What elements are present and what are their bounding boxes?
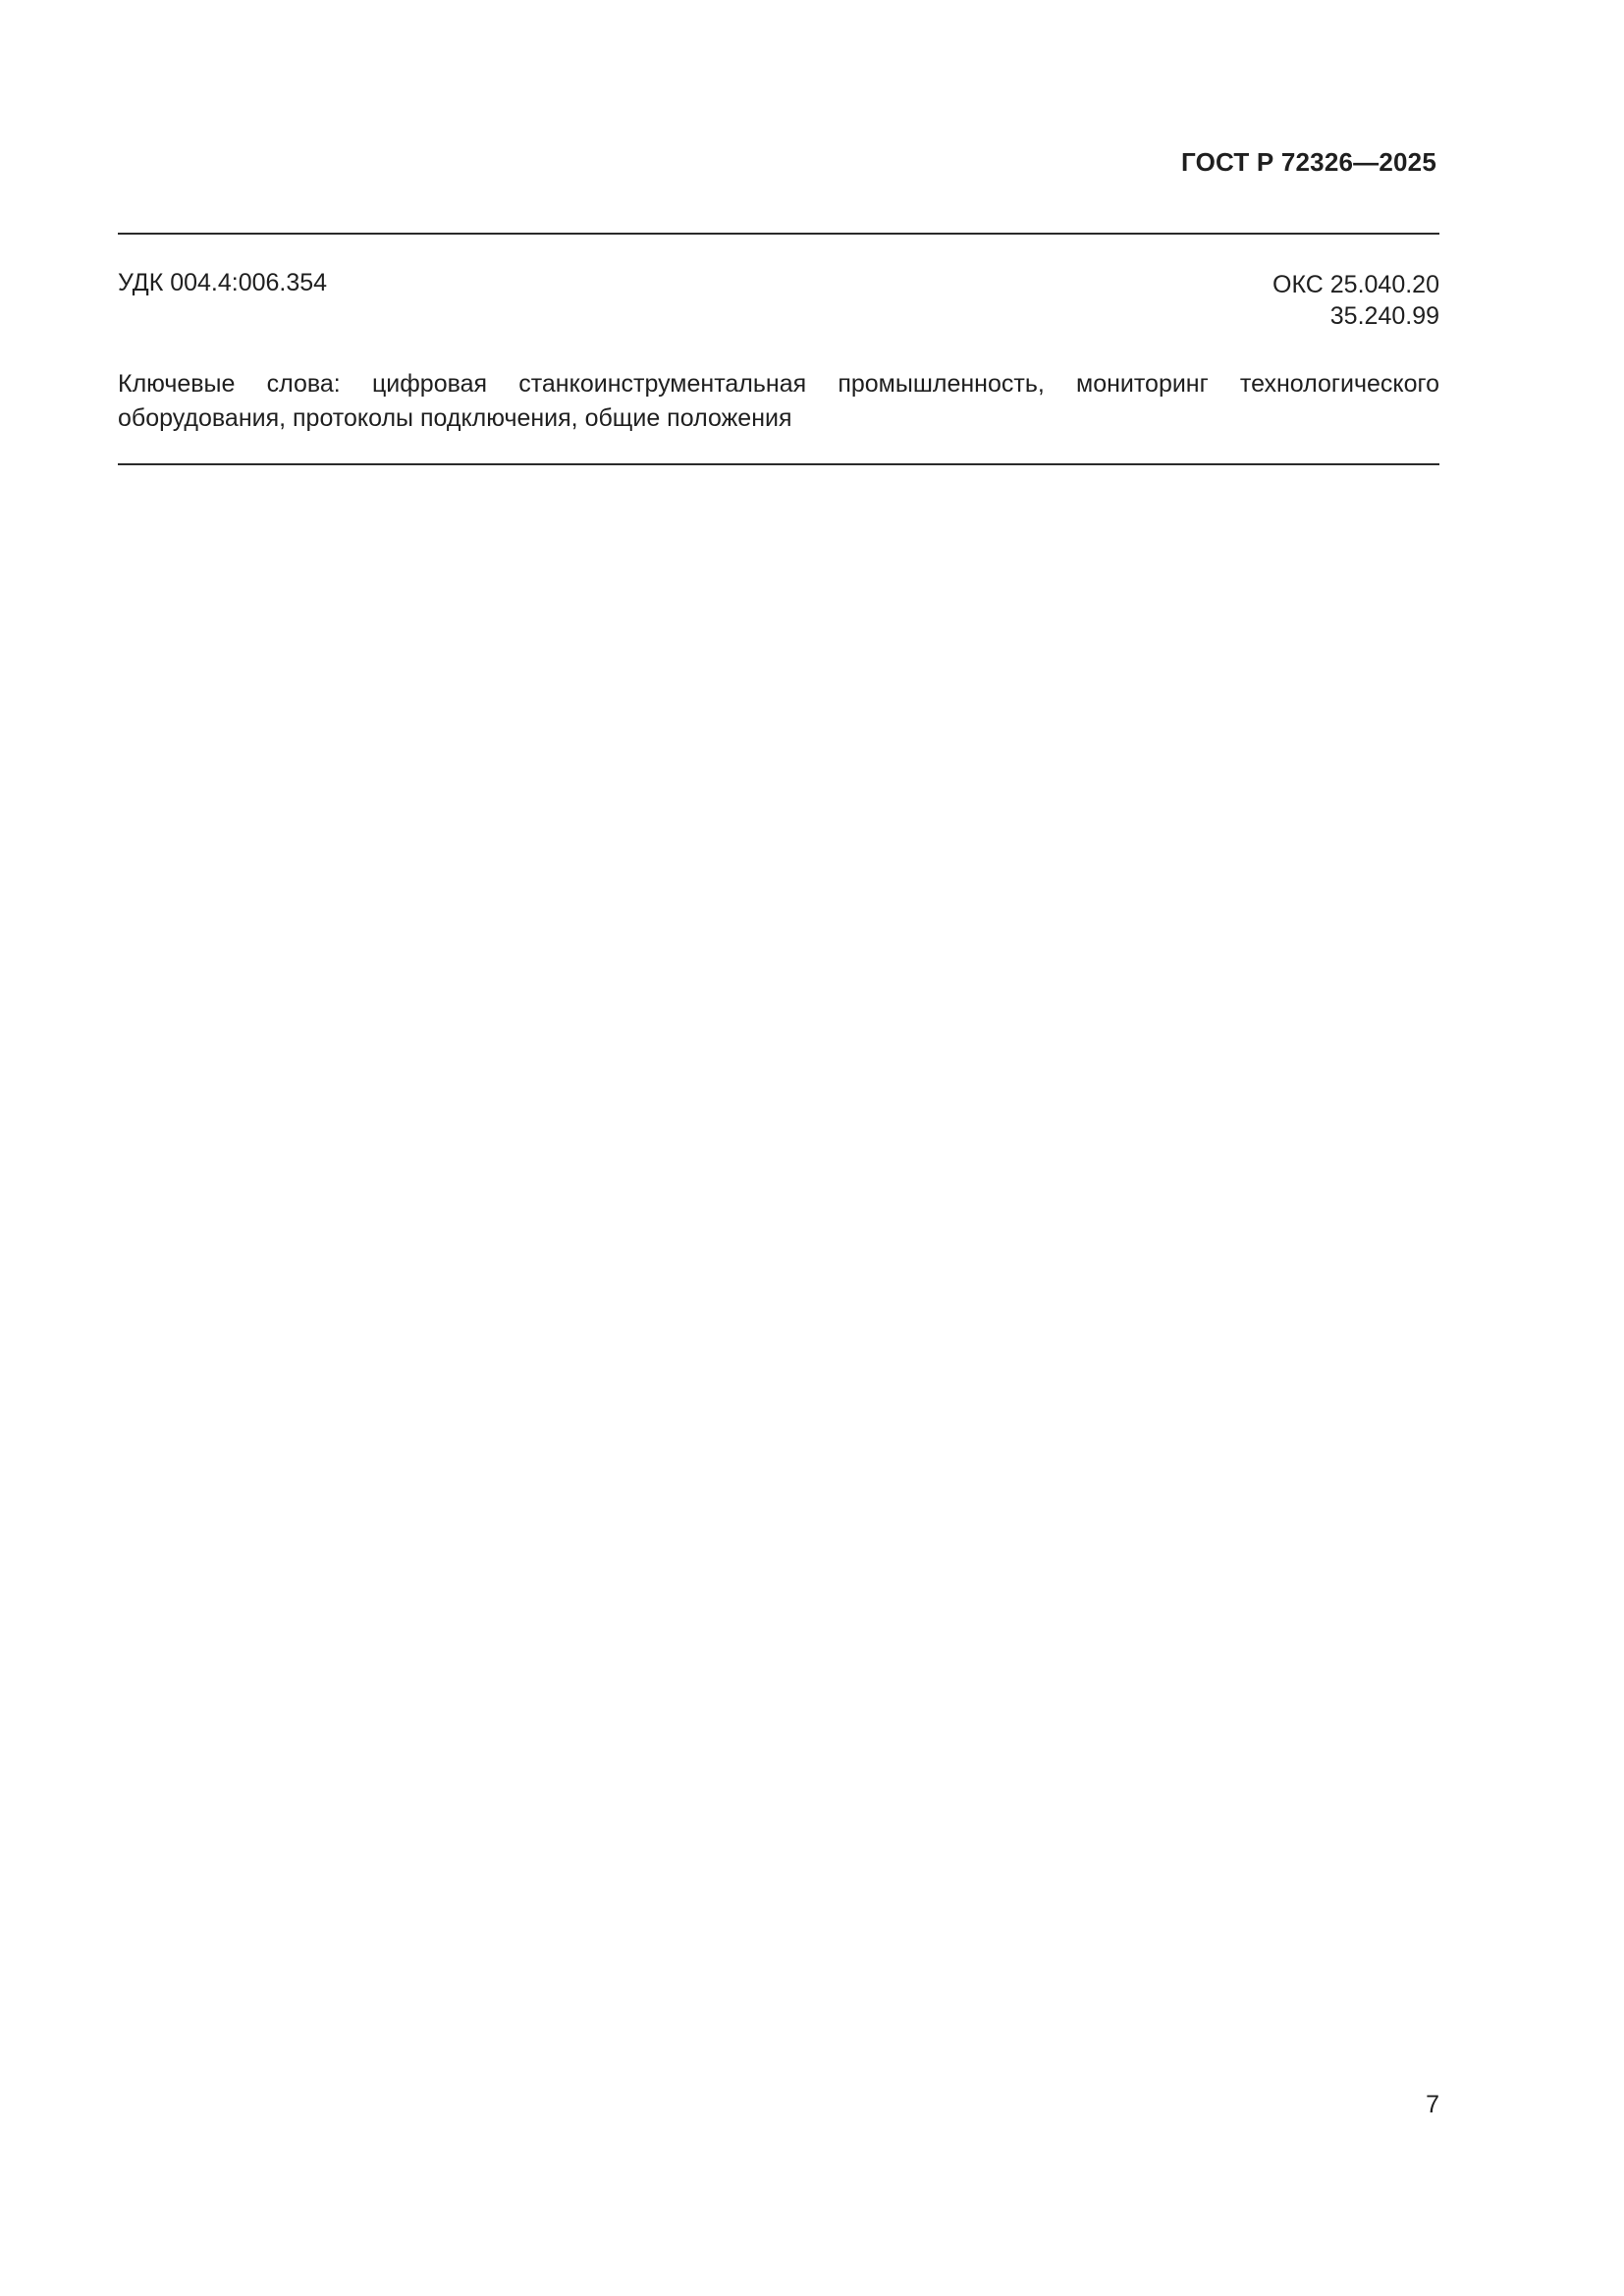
oks-code-line: 35.240.99 bbox=[1329, 302, 1439, 330]
udk-code: УДК 004.4:006.354 bbox=[118, 269, 328, 296]
bottom-divider bbox=[118, 463, 1439, 465]
keywords-text: Ключевые слова: цифровая станкоинструментальная промышленность, мониторинг технологического оборудования, протоколы подключения, общие положения bbox=[118, 370, 1439, 432]
top-divider bbox=[118, 233, 1439, 235]
oks-codes bbox=[1272, 269, 1439, 332]
page-number: 7 bbox=[1426, 2091, 1439, 2118]
document-code: ГОСТ Р 72326—2025 bbox=[1181, 147, 1436, 177]
oks-code-line: ОКС 25.040.20 bbox=[1272, 271, 1439, 298]
keywords-block bbox=[118, 367, 1439, 436]
